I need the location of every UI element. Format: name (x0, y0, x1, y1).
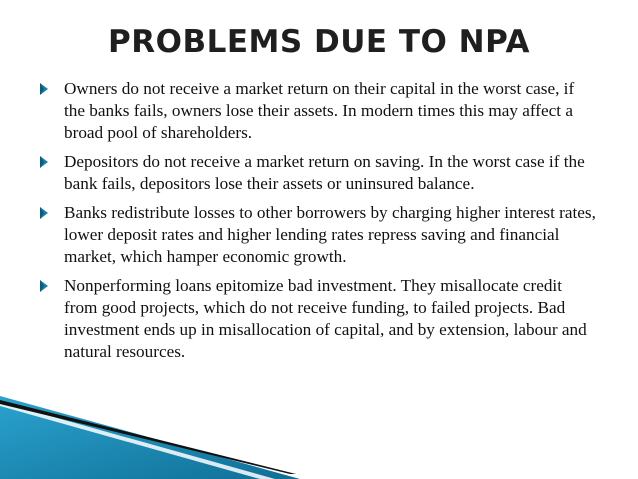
bullet-text: Banks redistribute losses to other borrowers by charging higher interest rates, lower deposit rates and higher lending rates repress saving and financial market, which hamper economic growth. (64, 203, 596, 266)
triangle-arrow-icon (38, 279, 50, 293)
bullet-list (38, 78, 598, 370)
bullet-text: Owners do not receive a market return on their capital in the worst case, if the banks fails, owners lose their assets. In modern times this may affect a broad pool of shareholders. (64, 79, 575, 142)
triangle-arrow-icon (38, 155, 50, 169)
triangle-arrow-icon (38, 82, 50, 96)
slide-title: PROBLEMS DUE TO NPA (108, 24, 530, 60)
bullet-text: Depositors do not receive a market return on saving. In the worst case if the bank fails, depositors lose their assets or uninsured balance. (64, 152, 585, 193)
triangle-arrow-icon (38, 206, 50, 220)
bullet-item (38, 78, 598, 144)
bullet-item (38, 202, 598, 268)
bullet-item (38, 151, 598, 195)
bullet-item (38, 275, 598, 363)
bullet-text: Nonperforming loans epitomize bad investment. They misallocate credit from good projects, which do not receive funding, to failed projects. Bad investment ends up in misallocation of capital, and by extension, labour and natural resources. (64, 276, 587, 361)
decorative-swoosh (0, 380, 638, 479)
